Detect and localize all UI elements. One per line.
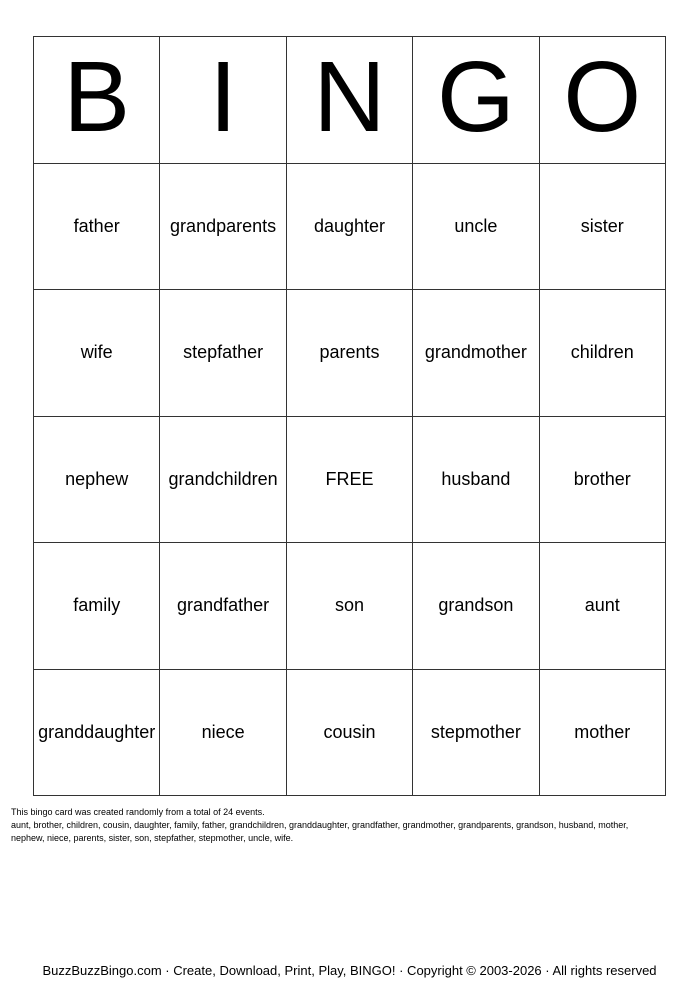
info-word-list-continued: nephew, niece, parents, sister, son, stepfather, stepmother, uncle, wife.	[11, 833, 294, 844]
header-letter-g: G	[413, 37, 539, 164]
bingo-cell: niece	[160, 670, 286, 797]
bingo-cell: grandparents	[160, 164, 286, 291]
bingo-cell: grandchildren	[160, 417, 286, 544]
header-letter-o: O	[540, 37, 666, 164]
bingo-cell: family	[34, 543, 160, 670]
bingo-cell: uncle	[413, 164, 539, 291]
bingo-cell: husband	[413, 417, 539, 544]
bingo-cell: nephew	[34, 417, 160, 544]
bingo-cell: sister	[540, 164, 666, 291]
bingo-cell: cousin	[287, 670, 413, 797]
bingo-cell: parents	[287, 290, 413, 417]
bingo-cell: grandfather	[160, 543, 286, 670]
bingo-cell: stepfather	[160, 290, 286, 417]
bingo-card	[33, 36, 666, 796]
bingo-cell: children	[540, 290, 666, 417]
info-summary: This bingo card was created randomly from a total of 24 events.	[11, 807, 265, 817]
header-letter-b: B	[34, 37, 160, 164]
bingo-cell: mother	[540, 670, 666, 797]
bingo-cell: brother	[540, 417, 666, 544]
header-letter-n: N	[287, 37, 413, 164]
bingo-cell: stepmother	[413, 670, 539, 797]
bingo-cell: aunt	[540, 543, 666, 670]
bingo-cell: son	[287, 543, 413, 670]
header-letter-i: I	[160, 37, 286, 164]
free-space-cell: FREE	[287, 417, 413, 544]
bingo-cell: father	[34, 164, 160, 291]
bingo-cell: grandson	[413, 543, 539, 670]
bingo-cell: grandmother	[413, 290, 539, 417]
bingo-cell: wife	[34, 290, 160, 417]
footer-copyright: BuzzBuzzBingo.com · Create, Download, Print, Play, BINGO! · Copyright © 2003-2026 · All rights reserved	[42, 963, 657, 978]
info-word-list: aunt, brother, children, cousin, daughter, family, father, grandchildren, granddaughter, grandfather, grandmother, grandparents, grandson, husband, mother,	[11, 820, 629, 831]
bingo-cell: daughter	[287, 164, 413, 291]
card-info	[11, 806, 691, 845]
bingo-cell: granddaughter	[34, 670, 160, 797]
